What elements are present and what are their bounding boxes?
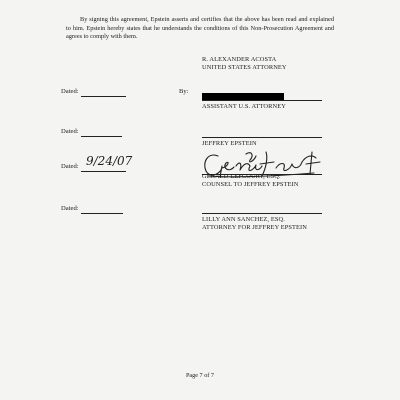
intro-text: By signing this agreement, Epstein asserts and certifies that the above has been read and explained to him. Epstein hereby states that he understands the conditions of this Non-Prosecution Agreement and agrees to comply with them. [66, 16, 334, 41]
date-line-4 [81, 213, 123, 214]
redacted-name [202, 93, 284, 100]
lefcourt-title: COUNSEL TO JEFFREY EPSTEIN [202, 181, 299, 189]
date-line-1 [81, 96, 126, 97]
dated-label-3: Dated: [61, 163, 79, 170]
page-number: Page 7 of 7 [185, 372, 214, 379]
dated-label-1: Dated: [61, 88, 79, 95]
sanchez-name: LILLY ANN SANCHEZ, ESQ. [202, 216, 285, 223]
lefcourt-block [202, 173, 299, 189]
dated-label-4: Dated: [61, 205, 79, 212]
signature-line-epstein [202, 137, 322, 138]
intro-paragraph [66, 16, 334, 42]
lefcourt-name: GERALD LEFCOURT, ESQ. [202, 173, 281, 180]
signature-line-ausa [202, 100, 322, 101]
signature-line-sanchez [202, 213, 322, 214]
us-attorney-name: R. ALEXANDER ACOSTA [202, 56, 277, 63]
sanchez-title: ATTORNEY FOR JEFFREY EPSTEIN [202, 224, 308, 232]
date-line-3 [81, 171, 126, 172]
by-label: By: [179, 88, 189, 95]
us-attorney-title: UNITED STATES ATTORNEY [202, 64, 287, 72]
handwritten-date: 9/24/07 [86, 154, 133, 168]
date-line-2 [81, 136, 122, 137]
sanchez-block [202, 216, 307, 232]
assistant-title: ASSISTANT U.S. ATTORNEY [202, 103, 286, 110]
epstein-name: JEFFREY EPSTEIN [202, 140, 257, 147]
dated-label-2: Dated: [61, 128, 79, 135]
us-attorney-block [202, 56, 287, 72]
